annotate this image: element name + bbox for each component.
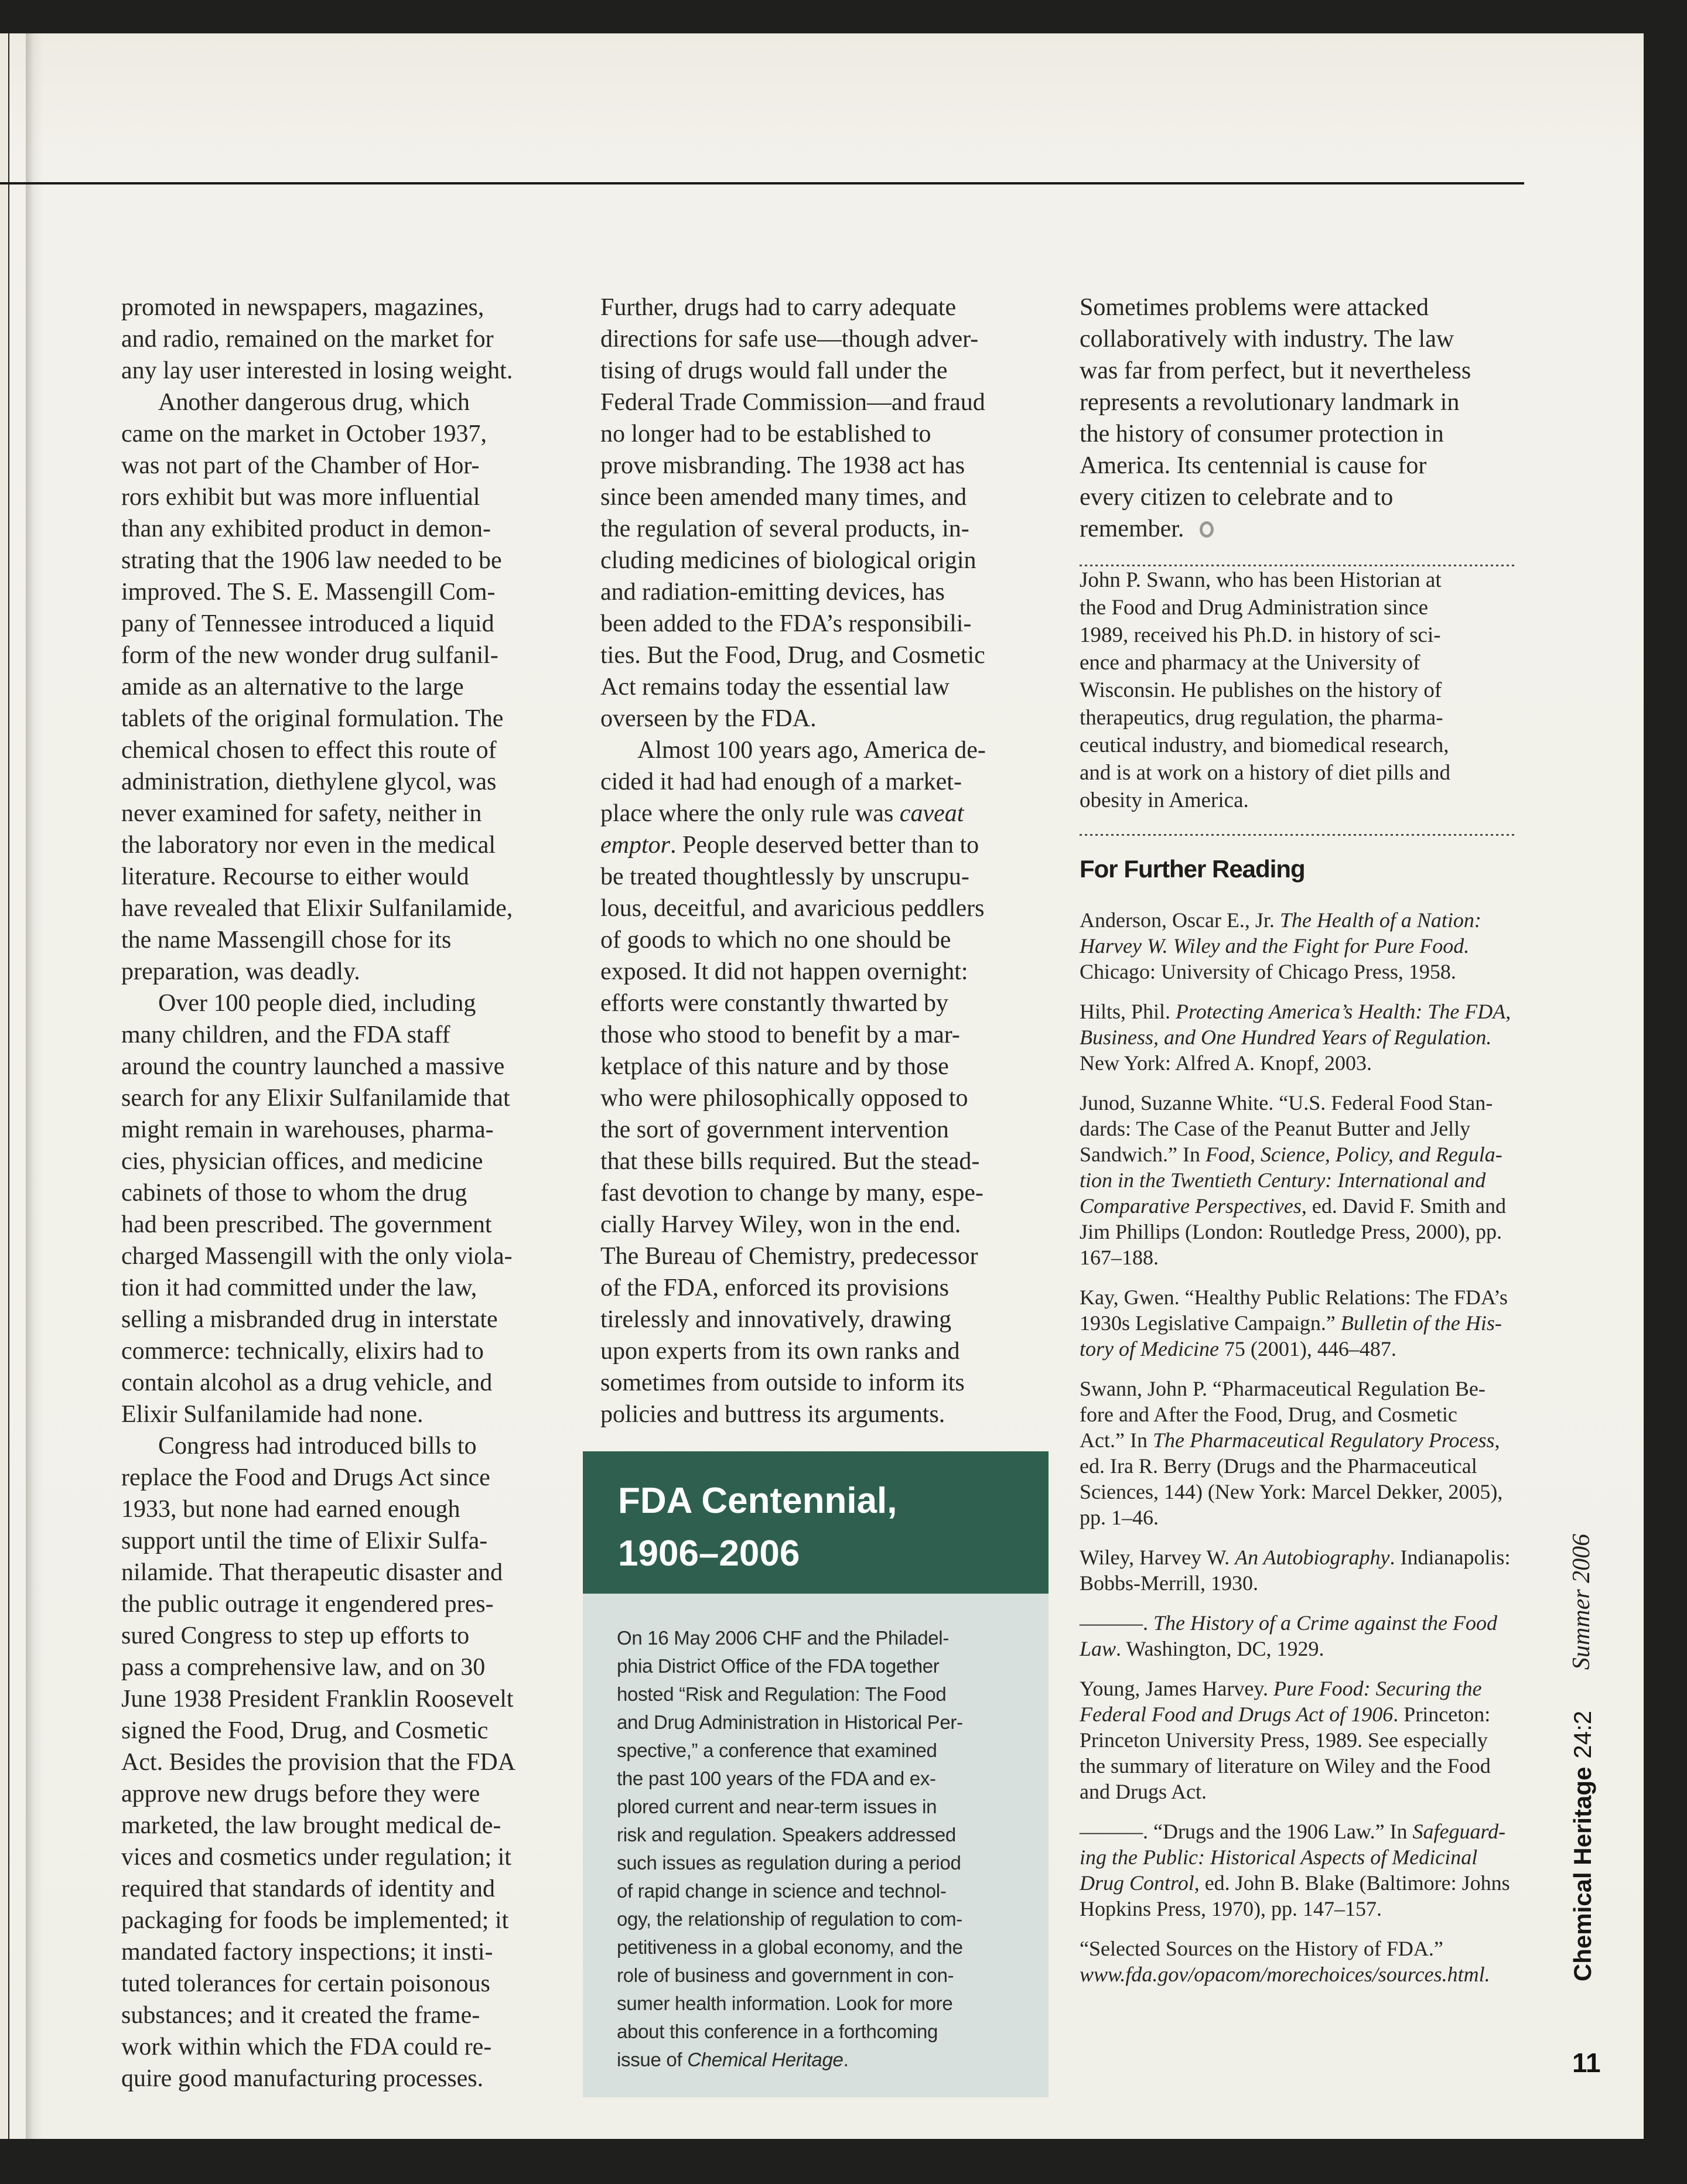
paragraph: Almost 100 years ago, America de- cided it had had enough of a market- place where the only rule was caveat emptor. People deserved better than to be treated thoughtlessly by unscrupu- lous, deceitful, and avaricious peddlers of goods to which no one should be exposed. It did not happen overnight: efforts were constantly thwarted by those who stood to benefit by a mar- ketplace of this nature and by those who were philosophically opposed to the sort of government intervention that these bills required. But the stead- fast devotion to change by many, espe- cially Harvey Wiley, won in the end. The Bureau of Chemistry, predecessor of the FDA, enforced its provisions tirelessly and innovatively, drawing upon experts from its own ranks and sometimes from outside to inform its policies and buttress its arguments.	[600, 737, 986, 1428]
closing-paragraph: Sometimes problems were attacked collaboratively with industry. The law was far from perfect, but it nevertheless represents a revolutionary landmark in the history of consumer protection in America. Its centennial is cause for every citizen to celebrate and to remember.	[1080, 294, 1471, 542]
author-bio: John P. Swann, who has been Historian at the Food and Drug Administration since 1989, received his Ph.D. in history of sci- ence and pharmacy at the University of Wisconsin. He publishes on the history of therapeutics, drug regulation, the pharma- ceutical industry, and biomedical research, and is at work on a history of diet pills and obesity in America.	[1080, 568, 1451, 812]
magazine-page	[9, 33, 1644, 2139]
paragraph: promoted in newspapers, magazines, and radio, remained on the market for any lay user interested in losing weight.	[121, 294, 513, 384]
paragraph: Over 100 people died, including many children, and the FDA staff around the country launched a massive search for any Elixir Sulfanilamide that might remain in warehouses, pharma- cies, physician offices, and medicine cabinets of those to whom the drug had been prescribed. The government charged Massengill with the only viola- tion it had committed under the law, selling a misbranded drug in interstate commerce: technically, elixirs had to contain alcohol as a drug vehicle, and Elixir Sulfanilamide had none.	[121, 990, 513, 1428]
header-rule	[0, 182, 1524, 184]
sidebar-header	[583, 1451, 1049, 1594]
reference-entry: ———. The History of a Crime against the Food Law. Washington, DC, 1929.	[1080, 1611, 1497, 1660]
article-end-mark-icon	[1200, 521, 1214, 538]
issue-number: 24:2	[1569, 1710, 1596, 1759]
reference-entry: Wiley, Harvey W. An Autobiography. Indianapolis: Bobbs-Merrill, 1930.	[1080, 1546, 1511, 1595]
fda-centennial-sidebar	[583, 1451, 1049, 2097]
dotted-divider	[1080, 834, 1517, 836]
reference-entry: Hilts, Phil. Protecting America’s Health: The FDA, Business, and One Hundred Years of Regulation. New York: Alfred A. Knopf, 2003.	[1080, 1000, 1511, 1075]
sidebar-title: FDA Centennial, 1906–2006	[618, 1481, 897, 1574]
reference-entry: Young, James Harvey. Pure Food: Securing the Federal Food and Drugs Act of 1906. Princeton: Princeton University Press, 1989. See especially the summary of literature on Wiley and the Food and Drugs Act.	[1080, 1677, 1491, 1803]
reference-entry: Kay, Gwen. “Healthy Public Relations: The FDA’s 1930s Legislative Campaign.” Bulletin of the His- tory of Medicine 75 (2001), 446–487.	[1080, 1286, 1508, 1361]
further-reading-heading: For Further Reading	[1080, 855, 1305, 883]
journal-title-vertical	[1569, 1711, 1597, 1981]
reference-entry: Junod, Suzanne White. “U.S. Federal Food Stan- dards: The Case of the Peanut Butter and Jelly Sandwich.” In Food, Science, Policy, and Regula- tion in the Twentieth Century: International and Comparative Perspectives, ed. David F. Smith and Jim Phillips (London: Routledge Press, 2000), pp. 167–188.	[1080, 1091, 1507, 1269]
issue-season-vertical: Summer 2006	[1568, 1533, 1595, 1670]
reference-entry: “Selected Sources on the History of FDA.” www.fda.gov/opacom/morechoices/sources.html.	[1080, 1937, 1490, 1986]
reference-entry: Swann, John P. “Pharmaceutical Regulation Be- fore and After the Food, Drug, and Cosmetic Act.” In The Pharmaceutical Regulatory Process, ed. Ira R. Berry (Drugs and the Pharmaceutical Sciences, 144) (New York: Marcel Dekker, 2005), pp. 1–46.	[1080, 1377, 1503, 1529]
text-column-2	[600, 292, 1039, 1430]
text-column-3	[1080, 292, 1519, 2001]
paragraph: Congress had introduced bills to replace the Food and Drugs Act since 1933, but none had earned enough support until the time of Elixir Sulfa- nilamide. That therapeutic disaster and the public outrage it engendered pres- sured Congress to step up efforts to pass a comprehensive law, and on 30 June 1938 President Franklin Roosevelt signed the Food, Drug, and Cosmetic Act. Besides the provision that the FDA approve new drugs before they were marketed, the law brought medical de- vices and cosmetics under regulation; it required that standards of identity and packaging for foods be implemented; it mandated factory inspections; it insti- tuted tolerances for certain poisonous substances; and it created the frame- work within which the FDA could re- quire good manufacturing processes.	[121, 1433, 516, 2092]
adjacent-page-edge	[0, 33, 8, 2139]
journal-title: Chemical Heritage	[1569, 1766, 1596, 1982]
page-number: 11	[1572, 2048, 1601, 2078]
text-column-1	[121, 292, 556, 2094]
reference-entry: ———. “Drugs and the 1906 Law.” In Safeguard- ing the Public: Historical Aspects of Medicinal Drug Control, ed. John B. Blake (Baltimore: Johns Hopkins Press, 1970), pp. 147–157.	[1080, 1820, 1510, 1920]
reference-entry: Anderson, Oscar E., Jr. The Health of a Nation: Harvey W. Wiley and the Fight for Pure Food. Chicago: University of Chicago Press, 1958.	[1080, 908, 1481, 983]
sidebar-text: On 16 May 2006 CHF and the Philadel- phia District Office of the FDA together hosted “Risk and Regulation: The Food and Drug Administration in Historical Per- spective,” a conference that examined the past 100 years of the FDA and ex- plored current and near-term issues in risk and regulation. Speakers addressed such issues as regulation during a period of rapid change in science and technol- ogy, the relationship of regulation to com- petitiveness in a global economy, and the role of business and government in con- sumer health information. Look for more about this conference in a forthcoming issue of Chemical Heritage.	[617, 1627, 963, 2070]
reference-list	[1080, 907, 1519, 1987]
paragraph: Further, drugs had to carry adequate directions for safe use—though adver- tising of drugs would fall under the Federal Trade Commission—and fraud no longer had to be established to prove misbranding. The 1938 act has since been amended many times, and the regulation of several products, in- cluding medicines of biological origin and radiation-emitting devices, has been added to the FDA’s responsibili- ties. But the Food, Drug, and Cosmetic Act remains today the essential law overseen by the FDA.	[600, 294, 985, 732]
paragraph: Another dangerous drug, which came on the market in October 1937, was not part of the Chamber of Hor- rors exhibit but was more influential than any exhibited product in demon- strating that the 1906 law needed to be improved. The S. E. Massengill Com- pany of Tennessee introduced a liquid form of the new wonder drug sulfanil- amide as an alternative to the large tablets of the original formulation. The chemical chosen to effect this route of administration, diethylene glycol, was never examined for safety, neither in the laboratory nor even in the medical literature. Recourse to either would have revealed that Elixir Sulfanilamide, the name Massengill chose for its preparation, was deadly.	[121, 389, 513, 985]
sidebar-body	[583, 1594, 1049, 2097]
binding-gutter	[26, 33, 43, 2139]
